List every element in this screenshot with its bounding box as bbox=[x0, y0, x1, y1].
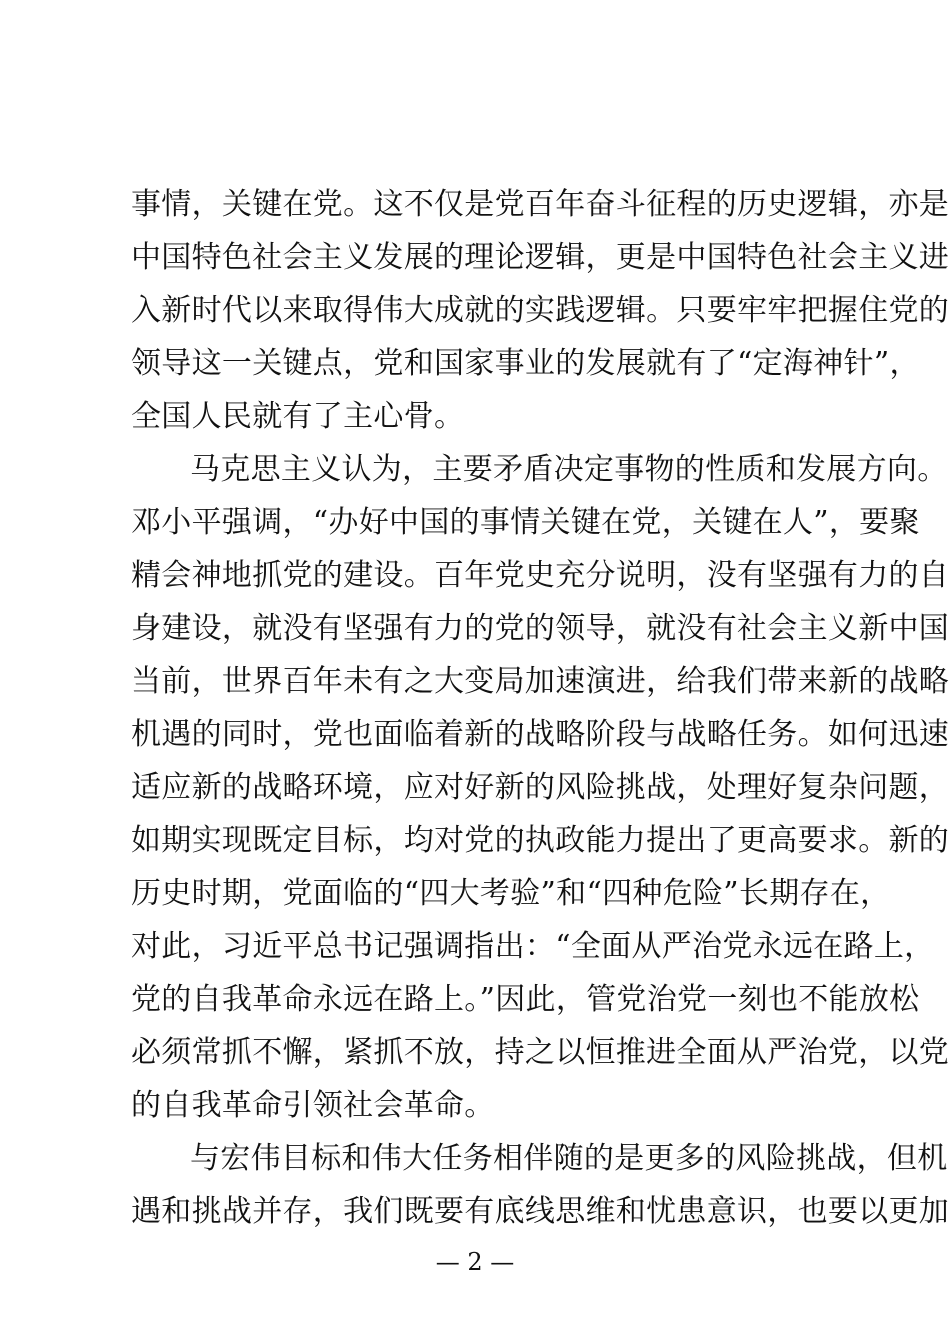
text-line: 精会神地抓党的建设。百年党史充分说明，没有坚强有力的自 bbox=[131, 558, 950, 593]
text-line: 领导这一关键点，党和国家事业的发展就有了“定海神针”， bbox=[131, 346, 920, 381]
text-line: 入新时代以来取得伟大成就的实践逻辑。只要牢牢把握住党的 bbox=[131, 293, 950, 328]
text-line: 适应新的战略环境，应对好新的风险挑战，处理好复杂问题， bbox=[131, 770, 950, 805]
text-line: 身建设，就没有坚强有力的党的领导，就没有社会主义新中国 bbox=[131, 611, 950, 646]
text-line: 中国特色社会主义发展的理论逻辑，更是中国特色社会主义进 bbox=[131, 240, 950, 275]
text-line: 党的自我革命永远在路上。”因此，管党治党一刻也不能放松 bbox=[131, 982, 920, 1017]
text-line: 当前，世界百年未有之大变局加速演进，给我们带来新的战略 bbox=[131, 664, 950, 699]
text-line: 机遇的同时，党也面临着新的战略阶段与战略任务。如何迅速 bbox=[131, 717, 950, 752]
text-line: 邓小平强调，“办好中国的事情关键在党，关键在人”，要聚 bbox=[131, 505, 920, 540]
text-line: 的自我革命引领社会革命。 bbox=[131, 1088, 495, 1123]
paragraph-start-line: 与宏伟目标和伟大任务相伴随的是更多的风险挑战，但机 bbox=[190, 1141, 948, 1176]
page-number: — 2 — bbox=[435, 1248, 515, 1276]
text-line: 全国人民就有了主心骨。 bbox=[131, 399, 465, 434]
text-line: 对此，习近平总书记强调指出：“全面从严治党永远在路上， bbox=[131, 929, 935, 964]
text-line: 如期实现既定目标，均对党的执政能力提出了更高要求。新的 bbox=[131, 823, 950, 858]
text-line: 事情，关键在党。这不仅是党百年奋斗征程的历史逻辑，亦是 bbox=[131, 187, 950, 222]
paragraph-start-line: 马克思主义认为，主要矛盾决定事物的性质和发展方向。 bbox=[190, 452, 948, 487]
text-line: 必须常抓不懈，紧抓不放，持之以恒推进全面从严治党，以党 bbox=[131, 1035, 950, 1070]
text-line: 遇和挑战并存，我们既要有底线思维和忧患意识，也要以更加 bbox=[131, 1194, 950, 1229]
text-line: 历史时期，党面临的“四大考验”和“四种危险”长期存在， bbox=[131, 876, 891, 911]
